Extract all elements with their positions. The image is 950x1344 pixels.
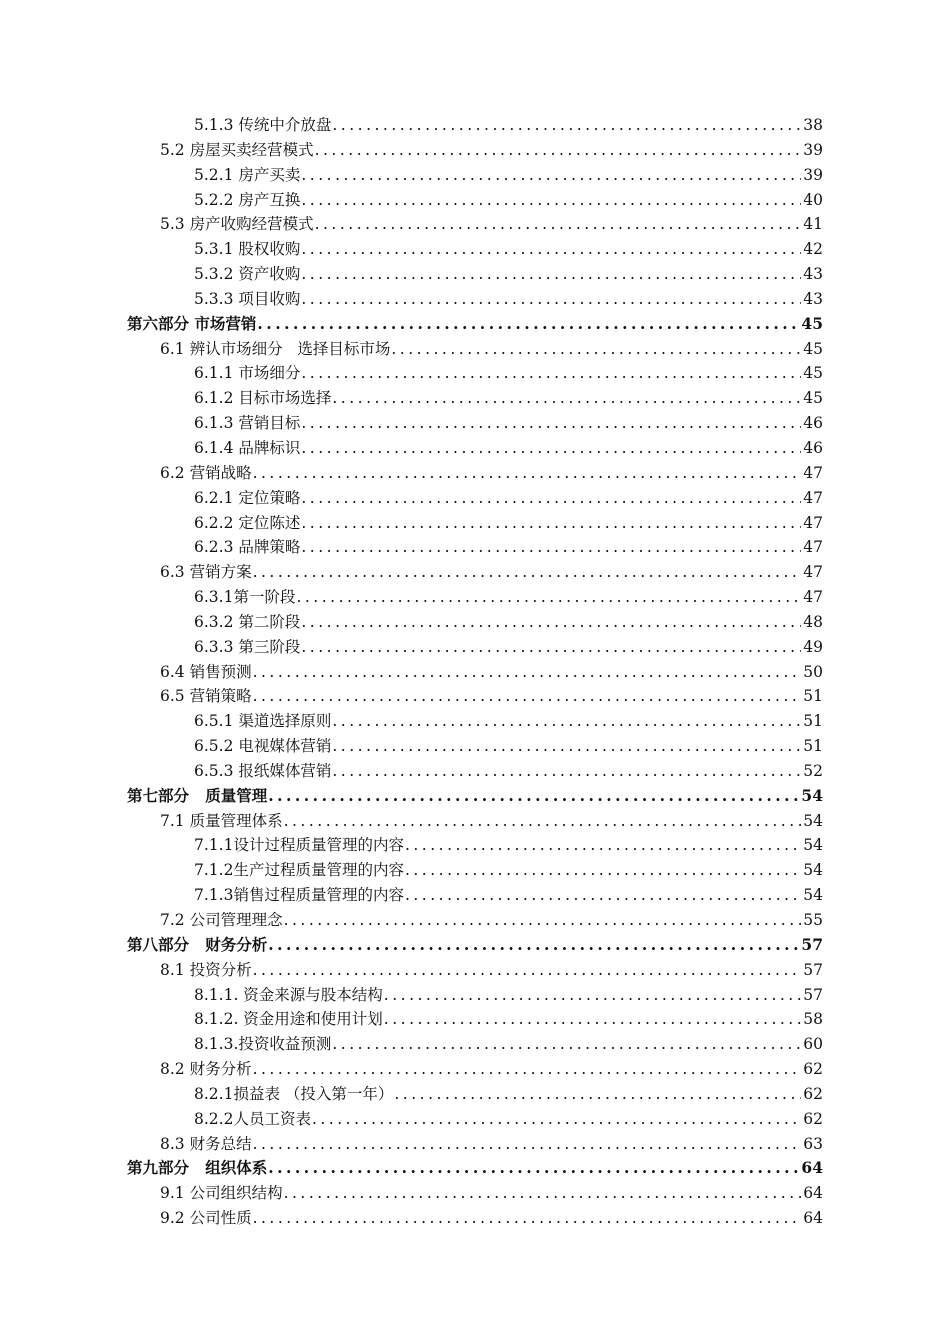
toc-dot-leader: [252, 1132, 801, 1157]
toc-entry-title: 6.2.3 品牌策略: [194, 538, 301, 557]
toc-entry-title: 7.1.3销售过程质量管理的内容: [194, 886, 404, 905]
toc-section-entry[interactable]: [127, 337, 823, 362]
toc-dot-leader: [252, 461, 801, 486]
toc-entry-title: 第七部分 质量管理: [127, 785, 268, 805]
toc-page-number: 43: [803, 289, 823, 308]
toc-dot-leader: [311, 1107, 801, 1132]
toc-dot-leader: [331, 113, 801, 138]
toc-dot-leader: [252, 684, 801, 709]
toc-page-number: 54: [803, 836, 823, 855]
toc-subsection-entry[interactable]: [127, 386, 823, 411]
toc-dot-leader: [331, 1032, 801, 1057]
toc-page-number: 47: [803, 463, 823, 482]
toc-page-number: 47: [803, 513, 823, 532]
toc-subsection-entry[interactable]: [127, 1107, 823, 1132]
toc-page-number: 57: [803, 985, 823, 1004]
toc-page-number: 42: [803, 240, 823, 259]
toc-entry-title: 8.2.1损益表 （投入第一年）: [194, 1084, 394, 1103]
toc-subsection-entry[interactable]: [127, 585, 823, 610]
toc-page-number: 55: [803, 911, 823, 929]
toc-dot-leader: [300, 361, 801, 386]
toc-entry-title: 8.1 投资分析: [160, 960, 252, 979]
toc-dot-leader: [393, 1082, 801, 1107]
toc-page-number: 45: [803, 364, 823, 383]
toc-section-entry[interactable]: [127, 1181, 823, 1206]
toc-page-number: 57: [801, 934, 823, 954]
toc-subsection-entry[interactable]: [127, 983, 823, 1008]
toc-dot-leader: [283, 1181, 801, 1206]
toc-page-number: 51: [803, 712, 823, 731]
toc-dot-leader: [300, 411, 801, 436]
toc-dot-leader: [267, 1156, 799, 1181]
toc-subsection-entry[interactable]: [127, 188, 823, 213]
toc-dot-leader: [300, 610, 801, 635]
toc-dot-leader: [404, 883, 801, 908]
toc-section-entry[interactable]: [127, 138, 823, 163]
toc-section-entry[interactable]: [127, 1132, 823, 1157]
toc-entry-title: 5.3.3 项目收购: [194, 289, 301, 308]
toc-entry-title: 6.1.2 目标市场选择: [194, 389, 332, 408]
toc-subsection-entry[interactable]: [127, 113, 823, 138]
toc-page-number: 64: [803, 1184, 823, 1203]
toc-dot-leader: [390, 337, 801, 362]
toc-page-number: 63: [803, 1134, 823, 1153]
toc-dot-leader: [314, 212, 801, 237]
toc-subsection-entry[interactable]: [127, 1032, 823, 1057]
toc-dot-leader: [300, 436, 801, 461]
toc-subsection-entry[interactable]: [127, 1007, 823, 1032]
toc-dot-leader: [267, 784, 799, 809]
toc-dot-leader: [252, 1206, 801, 1231]
toc-dot-leader: [404, 833, 801, 858]
toc-part-heading[interactable]: [127, 1156, 823, 1181]
toc-entry-title: 第八部分 财务分析: [127, 934, 268, 954]
toc-subsection-entry[interactable]: [127, 486, 823, 511]
toc-page-number: 54: [803, 811, 823, 830]
toc-dot-leader: [252, 660, 801, 685]
toc-section-entry[interactable]: [127, 958, 823, 983]
toc-entry-title: 8.3 财务总结: [160, 1134, 252, 1153]
toc-entry-title: 6.2 营销战略: [160, 463, 252, 482]
toc-entry-title: 6.1.4 品牌标识: [194, 438, 301, 457]
toc-dot-leader: [314, 138, 801, 163]
toc-page-number: 60: [803, 1035, 823, 1054]
table-of-contents: [127, 113, 823, 1231]
toc-page-number: 54: [801, 785, 823, 805]
toc-page-number: 45: [801, 313, 823, 333]
toc-dot-leader: [300, 188, 801, 213]
toc-page-number: 50: [803, 662, 823, 681]
toc-page-number: 46: [803, 414, 823, 433]
toc-entry-title: 6.5.2 电视媒体营销: [194, 737, 332, 756]
toc-page-number: 47: [803, 588, 823, 607]
toc-entry-title: 7.1.1设计过程质量管理的内容: [194, 836, 404, 855]
toc-part-heading[interactable]: [127, 784, 823, 809]
toc-subsection-entry[interactable]: [127, 883, 823, 908]
toc-entry-title: 6.5 营销策略: [160, 687, 252, 706]
toc-dot-leader: [300, 287, 801, 312]
toc-entry-title: 5.2.2 房产互换: [194, 190, 301, 209]
toc-dot-leader: [267, 933, 799, 958]
toc-dot-leader: [300, 486, 801, 511]
toc-section-entry[interactable]: [127, 1057, 823, 1082]
toc-subsection-entry[interactable]: [127, 411, 823, 436]
toc-entry-title: 6.1 辨认市场细分 选择目标市场: [160, 339, 391, 358]
toc-page-number: 52: [803, 761, 823, 780]
toc-subsection-entry[interactable]: [127, 833, 823, 858]
toc-page-number: 62: [803, 1084, 823, 1103]
toc-part-heading[interactable]: [127, 933, 823, 958]
toc-page-number: 47: [803, 488, 823, 507]
toc-entry-title: 6.1.1 市场细分: [194, 364, 301, 383]
toc-subsection-entry[interactable]: [127, 734, 823, 759]
toc-subsection-entry[interactable]: [127, 635, 823, 660]
toc-dot-leader: [256, 312, 799, 337]
toc-section-entry[interactable]: [127, 461, 823, 486]
toc-entry-title: 6.5.3 报纸媒体营销: [194, 761, 332, 780]
toc-subsection-entry[interactable]: [127, 1082, 823, 1107]
toc-subsection-entry[interactable]: [127, 511, 823, 536]
toc-dot-leader: [300, 262, 801, 287]
toc-entry-title: 9.1 公司组织结构: [160, 1184, 283, 1203]
toc-entry-title: 第九部分 组织体系: [127, 1158, 268, 1178]
toc-subsection-entry[interactable]: [127, 709, 823, 734]
toc-dot-leader: [300, 237, 801, 262]
toc-entry-title: 6.3.1第一阶段: [194, 588, 296, 607]
toc-section-entry[interactable]: [127, 908, 823, 933]
toc-dot-leader: [300, 511, 801, 536]
toc-section-entry[interactable]: [127, 809, 823, 834]
toc-dot-leader: [252, 958, 801, 983]
toc-dot-leader: [331, 734, 801, 759]
toc-entry-title: 8.2.2人员工资表: [194, 1109, 311, 1128]
toc-page-number: 38: [803, 116, 823, 134]
toc-section-entry[interactable]: [127, 1206, 823, 1231]
toc-page-number: 46: [803, 438, 823, 457]
toc-page-number: 40: [803, 190, 823, 209]
toc-subsection-entry[interactable]: [127, 287, 823, 312]
toc-page-number: 41: [803, 215, 823, 234]
toc-dot-leader: [383, 983, 801, 1008]
toc-subsection-entry[interactable]: [127, 759, 823, 784]
toc-dot-leader: [300, 535, 801, 560]
toc-entry-title: 6.5.1 渠道选择原则: [194, 712, 332, 731]
toc-entry-title: 8.2 财务分析: [160, 1060, 252, 1079]
toc-page-number: 45: [803, 389, 823, 408]
toc-entry-title: 7.2 公司管理理念: [160, 911, 283, 929]
toc-entry-title: 6.3 营销方案: [160, 563, 252, 582]
toc-entry-title: 第六部分 市场营销: [127, 313, 257, 333]
toc-page-number: 57: [803, 960, 823, 979]
toc-page-number: 39: [803, 140, 823, 159]
toc-page-number: 64: [801, 1158, 823, 1178]
toc-dot-leader: [283, 908, 801, 933]
toc-subsection-entry[interactable]: [127, 361, 823, 386]
toc-section-entry[interactable]: [127, 660, 823, 685]
toc-entry-title: 5.2 房屋买卖经营模式: [160, 140, 314, 159]
toc-subsection-entry[interactable]: [127, 610, 823, 635]
toc-part-heading[interactable]: [127, 312, 823, 337]
toc-entry-title: 5.3.2 资产收购: [194, 265, 301, 284]
toc-entry-title: 6.4 销售预测: [160, 662, 252, 681]
toc-dot-leader: [331, 759, 801, 784]
toc-subsection-entry[interactable]: [127, 535, 823, 560]
toc-page-number: 49: [803, 637, 823, 656]
toc-page-number: 48: [803, 612, 823, 631]
toc-page-number: 54: [803, 886, 823, 905]
toc-dot-leader: [295, 585, 801, 610]
toc-page-number: 51: [803, 687, 823, 706]
toc-page-number: 39: [803, 165, 823, 184]
toc-entry-title: 6.2.1 定位策略: [194, 488, 301, 507]
toc-entry-title: 8.1.3.投资收益预测: [194, 1035, 332, 1054]
toc-subsection-entry[interactable]: [127, 858, 823, 883]
toc-section-entry[interactable]: [127, 212, 823, 237]
toc-entry-title: 6.3.2 第二阶段: [194, 612, 301, 631]
toc-page-number: 62: [803, 1109, 823, 1128]
toc-page-number: 43: [803, 265, 823, 284]
toc-dot-leader: [404, 858, 801, 883]
toc-page-number: 54: [803, 861, 823, 880]
toc-page-number: 51: [803, 737, 823, 756]
toc-page-number: 58: [803, 1010, 823, 1029]
toc-dot-leader: [300, 163, 801, 188]
toc-entry-title: 6.1.3 营销目标: [194, 414, 301, 433]
toc-entry-title: 7.1 质量管理体系: [160, 811, 283, 830]
toc-subsection-entry[interactable]: [127, 436, 823, 461]
toc-section-entry[interactable]: [127, 684, 823, 709]
toc-page-number: 64: [803, 1209, 823, 1228]
toc-entry-title: 5.3 房产收购经营模式: [160, 215, 314, 234]
toc-dot-leader: [383, 1007, 801, 1032]
toc-dot-leader: [300, 635, 801, 660]
toc-dot-leader: [252, 560, 801, 585]
toc-dot-leader: [252, 1057, 801, 1082]
toc-entry-title: 5.2.1 房产买卖: [194, 165, 301, 184]
toc-dot-leader: [331, 386, 801, 411]
toc-entry-title: 6.3.3 第三阶段: [194, 637, 301, 656]
toc-section-entry[interactable]: [127, 560, 823, 585]
toc-entry-title: 7.1.2生产过程质量管理的内容: [194, 861, 404, 880]
toc-entry-title: 6.2.2 定位陈述: [194, 513, 301, 532]
toc-subsection-entry[interactable]: [127, 163, 823, 188]
toc-page-number: 47: [803, 538, 823, 557]
toc-entry-title: 8.1.1. 资金来源与股本结构: [194, 985, 383, 1004]
toc-page-number: 47: [803, 563, 823, 582]
toc-entry-title: 9.2 公司性质: [160, 1209, 252, 1228]
toc-page-number: 45: [803, 339, 823, 358]
toc-entry-title: 5.3.1 股权收购: [194, 240, 301, 259]
toc-entry-title: 5.1.3 传统中介放盘: [194, 116, 332, 134]
toc-entry-title: 8.1.2. 资金用途和使用计划: [194, 1010, 383, 1029]
toc-page-number: 62: [803, 1060, 823, 1079]
toc-subsection-entry[interactable]: [127, 237, 823, 262]
toc-dot-leader: [283, 809, 801, 834]
toc-subsection-entry[interactable]: [127, 262, 823, 287]
toc-dot-leader: [331, 709, 801, 734]
